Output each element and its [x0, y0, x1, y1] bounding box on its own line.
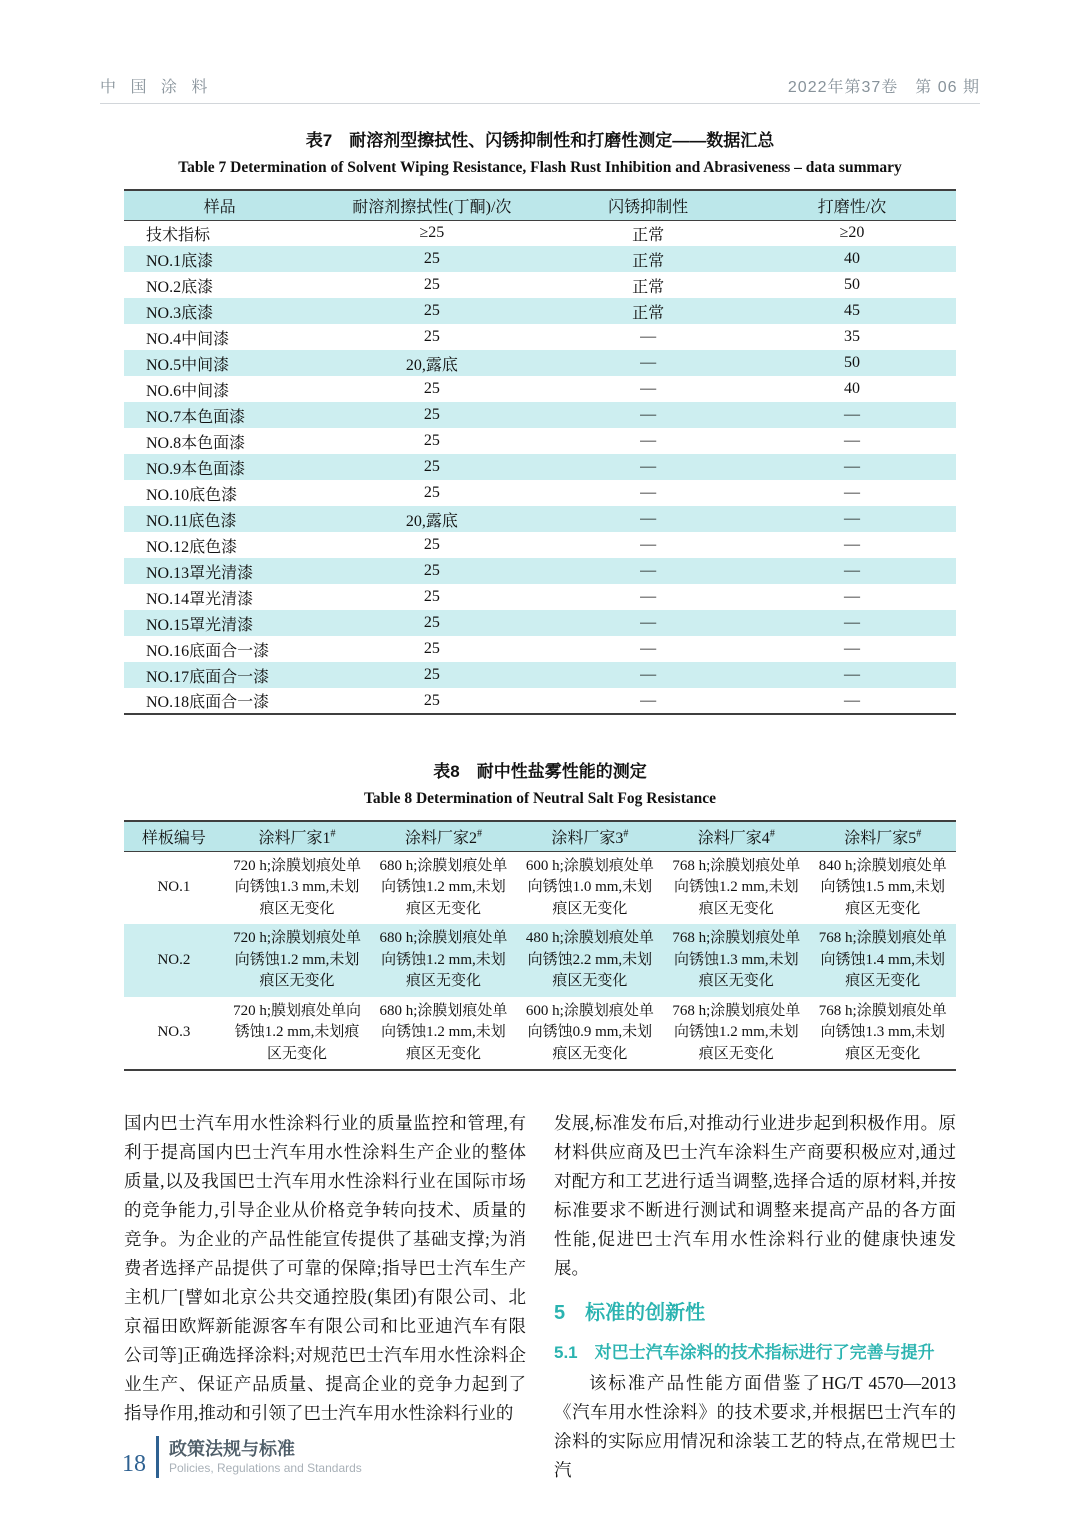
- table-cell: 600 h;涂膜划痕处单向锈蚀1.0 mm,未划痕区无变化: [525, 857, 654, 917]
- table-row: [124, 298, 956, 324]
- table-row: [124, 428, 956, 454]
- table-cell: —: [640, 588, 657, 605]
- table-cell: 45: [843, 302, 860, 319]
- table-cell: 25: [423, 536, 440, 553]
- table-cell: —: [640, 536, 657, 553]
- table-cell: ≥20: [839, 224, 865, 242]
- column-header: 涂料厂家5#: [810, 821, 956, 851]
- table-cell: 600 h;涂膜划痕处单向锈蚀0.9 mm,未划痕区无变化: [525, 1002, 654, 1062]
- table-cell: 768 h;涂膜划痕处单向锈蚀1.3 mm,未划痕区无变化: [818, 1002, 947, 1062]
- table-cell: NO.1底漆: [146, 252, 214, 270]
- table-row: [124, 558, 956, 584]
- table-cell: 25: [423, 432, 440, 449]
- table-row: [124, 454, 956, 480]
- table-cell: —: [640, 354, 657, 371]
- issue-info: 2022年第37卷 第 06 期: [787, 79, 980, 96]
- table-cell: 正常: [632, 304, 665, 322]
- paragraph: 该标准产品性能方面借鉴了HG/T 4570—2013《汽车用水性涂料》的技术要求,并根据巴士汽车的涂料的实际应用情况和涂装工艺的特点,在常规巴士汽: [554, 1373, 956, 1480]
- table-cell: 680 h;涂膜划痕处单向锈蚀1.2 mm,未划痕区无变化: [379, 930, 508, 989]
- table-cell: 25: [423, 276, 440, 293]
- table-cell: NO.12底色漆: [146, 538, 238, 556]
- table-cell: —: [843, 406, 860, 423]
- table-cell: 768 h;涂膜划痕处单向锈蚀1.3 mm,未划痕区无变化: [672, 930, 801, 989]
- table-cell: 768 h;涂膜划痕处单向锈蚀1.2 mm,未划痕区无变化: [672, 857, 801, 917]
- table-cell: —: [640, 691, 657, 709]
- table-cell: NO.15罩光清漆: [146, 616, 254, 634]
- table-cell: —: [843, 484, 860, 501]
- running-head: [100, 74, 980, 104]
- table-cell: —: [640, 484, 657, 501]
- table-row: [124, 402, 956, 428]
- table-row: [124, 350, 956, 376]
- header-row: [124, 821, 956, 851]
- table-row: [124, 376, 956, 402]
- table-cell: 25: [423, 588, 440, 605]
- paragraph: 国内巴士汽车用水性涂料行业的质量监控和管理,有利于提高国内巴士汽车用水性涂料生产企业的整体质量,以及我国巴士汽车用水性涂料行业在国际市场的竞争能力,引导企业从价格竞争转向技术、质量的竞争。为企业的产品性能宣传提供了基础支撑;为消费者选择产品提供了可靠的保障;指导巴士汽车生产主机厂[譬如北京公共交通控股(集团)有限公司、北京福田欧辉新能源客车有限公司和比亚迪汽车有限公司等]正确选择涂料;对规范巴士汽车用水性涂料企业生产、保证产品质量、提高企业的竞争力起到了指导作用,推动和引领了巴士汽车用水性涂料行业的: [124, 1113, 526, 1423]
- section-5-1-heading: 5.1 对巴士汽车涂料的技术指标进行了完善与提升: [554, 1343, 935, 1362]
- table-cell: —: [843, 691, 860, 709]
- table-cell: NO.14罩光清漆: [146, 590, 254, 608]
- page-number: 18: [122, 1451, 146, 1477]
- table-cell: NO.5中间漆: [146, 356, 230, 374]
- table7-title-zh: 表7 耐溶剂型擦拭性、闪锈抑制性和打磨性测定——数据汇总: [305, 131, 775, 150]
- journal-name: 中 国 涂 料: [100, 79, 213, 96]
- table-cell: 680 h;涂膜划痕处单向锈蚀1.2 mm,未划痕区无变化: [379, 1002, 508, 1062]
- table-solvent-wiping: [124, 189, 956, 715]
- column-header: 涂料厂家2#: [370, 821, 516, 851]
- table8-title-zh: 表8 耐中性盐雾性能的测定: [433, 762, 647, 781]
- table-cell: NO.6中间漆: [146, 382, 230, 400]
- table-cell: NO.8本色面漆: [146, 434, 246, 452]
- table-cell: 25: [423, 380, 440, 397]
- table-salt-fog: [124, 820, 956, 1071]
- table-cell: 正常: [632, 252, 665, 270]
- document-page: [0, 74, 1080, 1485]
- table-cell: 40: [843, 250, 860, 267]
- header-row: [124, 190, 956, 220]
- table-cell: 35: [843, 328, 860, 345]
- table-cell: 25: [423, 691, 440, 709]
- table-cell: 768 h;涂膜划痕处单向锈蚀1.2 mm,未划痕区无变化: [672, 1002, 801, 1062]
- table-row: [124, 532, 956, 558]
- table-cell: NO.16底面合一漆: [146, 642, 270, 660]
- table-cell: —: [640, 406, 657, 423]
- table7-title-en: Table 7 Determination of Solvent Wiping Resistance, Flash Rust Inhibition and Abrasiveness – data summary: [178, 159, 902, 176]
- table-cell: —: [843, 432, 860, 449]
- table-cell: 25: [423, 328, 440, 345]
- footer-section: [169, 1438, 362, 1476]
- table-cell: 25: [423, 406, 440, 423]
- table-cell: —: [843, 640, 860, 657]
- table-cell: —: [640, 510, 657, 527]
- table8-header: [124, 821, 956, 851]
- column-header: 耐溶剂擦拭性(丁酮)/次: [315, 190, 548, 220]
- table-row: [124, 997, 956, 1071]
- table-cell: 正常: [632, 226, 665, 244]
- left-column: [124, 1109, 526, 1485]
- table-cell: —: [843, 588, 860, 605]
- table-cell: 25: [423, 562, 440, 579]
- table-cell: 20,露底: [405, 356, 458, 374]
- table-cell: 25: [423, 458, 440, 475]
- table-row: [124, 246, 956, 272]
- table-cell: NO.10底色漆: [146, 486, 238, 504]
- table-cell: 840 h;涂膜划痕处单向锈蚀1.5 mm,未划痕区无变化: [818, 857, 947, 917]
- column-header: 闪锈抑制性: [548, 190, 748, 220]
- table-cell: 480 h;涂膜划痕处单向锈蚀2.2 mm,未划痕区无变化: [525, 930, 654, 989]
- table-cell: 25: [423, 250, 440, 267]
- table-cell: —: [843, 614, 860, 631]
- table-cell: —: [843, 666, 860, 683]
- table-cell: —: [640, 328, 657, 345]
- paragraph: 发展,标准发布后,对推动行业进步起到积极作用。原材料供应商及巴士汽车涂料生产商要积极应对,通过对配方和工艺进行适当调整,选择合适的原材料,并按标准要求不断进行测试和调整来提高产品的各方面性能,促进巴士汽车用水性涂料行业的健康快速发展。: [554, 1113, 956, 1278]
- table-row: [124, 506, 956, 532]
- table-cell: 25: [423, 302, 440, 319]
- column-header: 打磨性/次: [748, 190, 956, 220]
- table-row: [124, 851, 956, 924]
- column-header: 涂料厂家4#: [663, 821, 809, 851]
- table-cell: NO.13罩光清漆: [146, 564, 254, 582]
- body-text: [124, 1109, 956, 1485]
- table-cell: —: [843, 510, 860, 527]
- table-row: [124, 480, 956, 506]
- table-cell: NO.2: [157, 951, 191, 968]
- table-cell: —: [640, 432, 657, 449]
- table-cell: —: [640, 666, 657, 683]
- table-row: [124, 584, 956, 610]
- table-cell: 768 h;涂膜划痕处单向锈蚀1.4 mm,未划痕区无变化: [818, 930, 947, 989]
- table8-title-en: Table 8 Determination of Neutral Salt Fog Resistance: [363, 790, 716, 807]
- table-cell: —: [843, 536, 860, 553]
- table-row: [124, 924, 956, 997]
- table-cell: —: [843, 458, 860, 475]
- table-cell: —: [843, 562, 860, 579]
- table-cell: —: [640, 640, 657, 657]
- table-cell: NO.17底面合一漆: [146, 668, 270, 686]
- footer-divider: [156, 1436, 159, 1478]
- table-cell: —: [640, 380, 657, 397]
- table-cell: NO.2底漆: [146, 278, 214, 296]
- table-row: [124, 272, 956, 298]
- table-cell: —: [640, 614, 657, 631]
- table-cell: 680 h;涂膜划痕处单向锈蚀1.2 mm,未划痕区无变化: [379, 857, 508, 917]
- table-cell: 25: [423, 484, 440, 501]
- table-cell: NO.3: [157, 1024, 191, 1040]
- table-cell: NO.3底漆: [146, 304, 214, 322]
- table-cell: 720 h;膜划痕处单向锈蚀1.2 mm,未划痕区无变化: [233, 1002, 361, 1062]
- table7-body: [124, 220, 956, 714]
- table-cell: 720 h;涂膜划痕处单向锈蚀1.2 mm,未划痕区无变化: [233, 930, 361, 989]
- table-row: [124, 636, 956, 662]
- table-cell: NO.11底色漆: [146, 512, 237, 530]
- table-cell: 25: [423, 666, 440, 683]
- table-cell: —: [640, 458, 657, 475]
- table-row: [124, 688, 956, 714]
- table-cell: —: [640, 562, 657, 579]
- page-footer: [122, 1436, 362, 1478]
- table-cell: NO.9本色面漆: [146, 460, 246, 478]
- table-row: [124, 324, 956, 350]
- table8-body: [124, 851, 956, 1070]
- table-cell: 20,露底: [405, 512, 458, 530]
- table-row: [124, 610, 956, 636]
- table-cell: NO.7本色面漆: [146, 408, 246, 426]
- column-header: 样品: [124, 190, 315, 220]
- footer-section-en: Policies, Regulations and Standards: [169, 1461, 362, 1475]
- table-cell: 720 h;涂膜划痕处单向锈蚀1.3 mm,未划痕区无变化: [233, 857, 361, 917]
- table-cell: ≥25: [419, 224, 445, 242]
- right-column: [554, 1109, 956, 1485]
- table-row: [124, 662, 956, 688]
- table-cell: 50: [843, 354, 860, 371]
- column-header: 涂料厂家3#: [517, 821, 663, 851]
- table-cell: NO.4中间漆: [146, 330, 230, 348]
- table-cell: NO.1: [157, 879, 191, 895]
- column-header: 涂料厂家1#: [224, 821, 370, 851]
- section-5-heading: 5 标准的创新性: [554, 1302, 706, 1324]
- table-cell: 40: [843, 380, 860, 397]
- table-cell: 25: [423, 640, 440, 657]
- table-row: [124, 220, 956, 246]
- column-header: 样板编号: [124, 821, 224, 851]
- footer-section-zh: 政策法规与标准: [169, 1439, 295, 1459]
- table-cell: 25: [423, 614, 440, 631]
- table-cell: NO.18底面合一漆: [146, 694, 270, 711]
- table-cell: 技术指标: [146, 226, 211, 244]
- table7-header: [124, 190, 956, 220]
- table-cell: 正常: [632, 278, 665, 296]
- table-cell: 50: [843, 276, 860, 293]
